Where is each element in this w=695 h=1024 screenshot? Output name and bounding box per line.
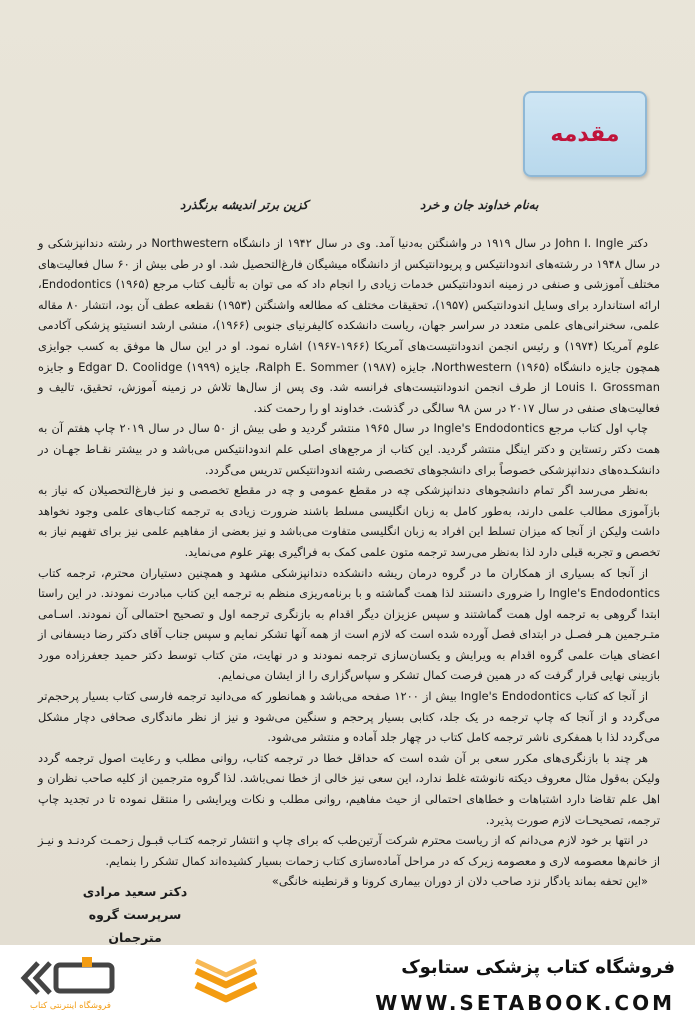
- setabook-logo[interactable]: [16, 949, 126, 1021]
- paragraph-7: در انتها بر خود لازم می‌دانم که از ریاست محترم شرکت آرتین‌طب که برای چاپ و انتشار ترجمه کتـاب قبـول زحمـت کردنـد و نیـز از خانم‌ها معصومه لاری و معصومه زیرک که در مراحل آماده‌سازی کتاب زحمات بسیار کشیده‌اند کمال تشکر را بنمایم.: [38, 833, 660, 868]
- title-box: [523, 91, 647, 177]
- epigraph: [0, 198, 695, 218]
- paragraph-6: هر چند با بازنگری‌های مکرر سعی بر آن شده است که حداقل خطا در ترجمه کتاب، روانی مطلب و رعایت اصول ترجمه گردد ولیکن به‌قول مثال معروف دیکته نانوشته غلط ندارد، این سعی نیز خالی از خطا نمی‌باشد. لذا گروه مترجمین از کلیه صاحب نظران و اهل علم تقاضا دارد اشتباهات و خطاهای احتمالی از حیث مفاهیم، روانی مطلب و نکات ویرایشی را منتقل نموده تا در تجدید چاپ ترجمه، تصحیحـات لازم صورت پذیرد.: [38, 750, 660, 827]
- paragraph-1: دکتر John I. Ingle در سال ۱۹۱۹ در واشنگتن به‌دنیا آمد. وی در سال ۱۹۴۲ از دانشگاه Northwestern در رشته دندانپزشکی و در سال ۱۹۴۸ در رشته‌های اندودانتیکس و پریودانتیکس از دانشگاه میشیگان فارغ‌التحصیل شد. او در طی بیش از ۶۰ سال فعالیت‌های مختلف آموزشی و صنفی در زمینه اندودانتیکس خدمات زیادی را انجام داد که می توان به تألیف کتاب مرجع Endodontics (۱۹۶۵)، ارائه استاندارد برای وسایل اندودانتیکس (۱۹۵۷)، تحقیقات مختلف که مطالعه واشنگتن (۱۹۵۳) نقطعه عطف آن بود، انتشار ۸۰ مقاله علمی، سخنرانی‌های علمی متعدد در سراسر جهان، ریاست دانشکده کالیفرنیای جنوبی (۱۹۶۶)، منشی ارشد انستیتو پزشکی آکادمی علوم آمریکا (۱۹۷۴) و رئیس انجمن اندودانتیست‌های آمریکا (۱۹۶۶-۱۹۶۷) اشاره نمود. او در این سال ها موفق به کسب جوایزی همچون جایزه دانشگاه Northwestern (۱۹۶۵)، جایزه Ralph E. Sommer (۱۹۸۷)، جایزه Edgar D. Coolidge (۱۹۹۹) و جایزه Louis I. Grossman از طرف انجمن اندودانتیست‌های فرانسه شد. وی پس از سال‌ها تلاش در زمینه آموزش، تحقیق، تالیف و فعالیت‌های صنفی در سال ۲۰۱۷ در سن ۹۸ سالگی در گذشت. خداوند او را رحمت کند.: [38, 236, 661, 415]
- logo-subtitle: فروشگاه اینترنتی کتاب: [30, 1001, 111, 1011]
- logo-chevrons-icon: [16, 953, 126, 1003]
- preface-body: [38, 233, 660, 892]
- signature-name: دکتر سعید مرادی: [82, 884, 188, 899]
- epigraph-second-hemistich: کزین برتر اندیشه برنگذرد: [180, 198, 309, 212]
- paragraph-8: «این تحفه بماند یادگار نزد صاحب دلان از دوران بیماری کرونا و قرنطینه خانگی»: [271, 874, 648, 889]
- paragraph-3: به‌نظر می‌رسد اگر تمام دانشجوهای دندانپزشکی چه در مقطع عمومی و چه در مقطع تخصصی و نیز فارغ‌التحصیلان که نیاز به بازآموزی مطالب علمی دارند، به‌طور کامل به زبان انگلیسی مسلط باشند ضرورت زیادی به ترجمه کتاب‌های علمی وجود نخواهد داشت ولیکن از آنجا که میزان تسلط این افراد به زبان انگلیسی متفاوت می‌باشد و نیز بعضی از مفاهیم علمی نیز برای تفهیم نیاز به تخصص و تجربه قبلی دارد لذا به‌نظر می‌رسد ترجمه متون علمی کمک به فراگیری بهتر علوم می‌نماید.: [38, 483, 660, 559]
- paragraph-5: از آنجا که کتاب Ingle's Endodontics بیش از ۱۲۰۰ صفحه می‌باشد و همانطور که می‌دانید ترجمه فارسی کتاب بسیار پرحجم‌تر می‌گردد و از آنجا که چاپ ترجمه در یک جلد، کتابی بسیار پرحجم و سنگین می‌شود و نیز از نظر ماندگاری صحافی دچار مشکل می‌گردد لذا با همفکری ناشر ترجمه کامل کتاب در چهار جلد آماده و منتشر می‌شود.: [38, 689, 660, 745]
- store-url[interactable]: WWW.SETABOOK.COM: [375, 991, 675, 1015]
- epigraph-first-hemistich: به‌نام خداوند جان و خرد: [420, 198, 539, 212]
- signature-role: سرپرست گروه مترجمان: [88, 907, 182, 945]
- footer-banner: [0, 945, 695, 1024]
- store-name: فروشگاه کتاب پزشکی ستابوک: [401, 957, 675, 978]
- page-title: مقدمه: [550, 121, 620, 147]
- book-stack-icon: [190, 957, 262, 1013]
- paragraph-4: از آنجا که بسیاری از همکاران ما در گروه درمان ریشه دانشکده دندانپزشکی مشهد و همچنین دستیاران محترم، ترجمه کتاب Ingle's Endodontics را ضروری دانستند لذا همت گماشته و با برنامه‌ریزی منظم به ترجمه این کتاب مبادرت نمودند. در این راستا ابتدا گروهی به ترجمه اول همت گماشتند و سپس عزیزان دیگر اقدام به بازنگری ترجمه اول و تصحیح احتمالی آن نمودند. اسـامی متـرجمین هـر فصـل در ابتدای فصل آورده شده است که لازم است از همه آنها تشکر نمایم و سپس جناب آقای دکتر رضا دیسفانی از اعضای هیات علمی گروه اقدام به ویرایش و یکسان‌سازی ترجمه نمودند و در نهایت، متن کتاب توسط دکتر حمید جعفرزاده مورد بازبینی نهایی قرار گرفت که در همین فرصت کمال تشکر و سپاس‌گزاری را از ایشان می‌نمایم.: [38, 565, 660, 683]
- paragraph-2: چاپ اول کتاب مرجع Ingle's Endodontics در سال ۱۹۶۵ منتشر گردید و طی بیش از ۵۰ سال در سال ۲۰۱۹ چاپ هفتم آن به همت دکتر رتستاین و دکتر اینگل منتشر گردید. این کتاب از مرجع‌های اصلی علم اندودانتیکس می‌باشد و در بیشتر نقـاط جهـان در دانشکـده‌های دندانپزشکی خصوصاً برای دانشجوهای تخصصی رشته اندودانتیکس تدریس می‌گردد.: [38, 421, 660, 477]
